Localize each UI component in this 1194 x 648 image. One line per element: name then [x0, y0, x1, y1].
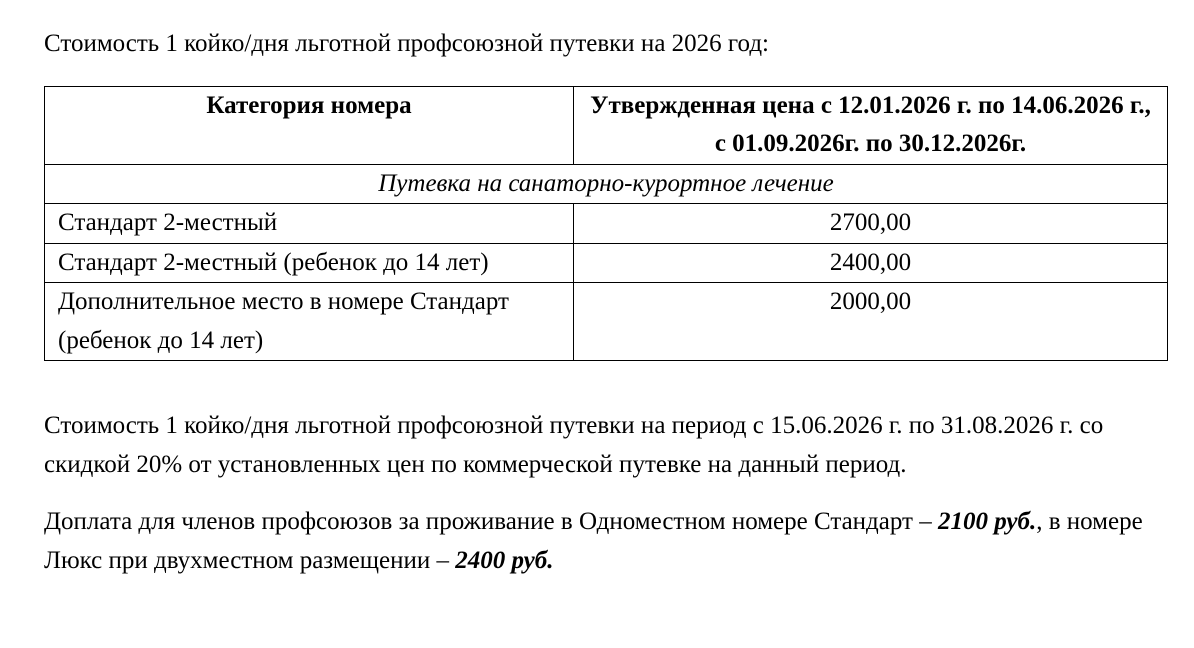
header-price: Утвержденная цена с 12.01.2026 г. по 14.06.2026 г., с 01.09.2026г. по 30.12.2026г. — [574, 86, 1168, 164]
row-category: Стандарт 2-местный — [45, 204, 574, 244]
table-row — [45, 204, 1168, 244]
table-header-row — [45, 86, 1168, 164]
surcharge-amount-single: 2100 руб. — [937, 508, 1037, 535]
table-row — [45, 243, 1168, 283]
surcharge-note — [44, 503, 1167, 580]
row-category: Дополнительное место в номере Стандарт (ребенок до 14 лет) — [45, 283, 574, 361]
row-price: 2400,00 — [574, 243, 1168, 283]
row-price: 2700,00 — [574, 204, 1168, 244]
price-table — [44, 86, 1168, 362]
header-category: Категория номера — [45, 86, 574, 164]
summer-discount-note: Стоимость 1 койко/дня льготной профсоюзной путевки на период с 15.06.2026 г. по 31.08.2026 г. со скидкой 20% от установленных цен по коммерческой путевке на данный период. — [44, 412, 1104, 478]
surcharge-amount-lux: 2400 руб. — [455, 546, 554, 574]
section-row — [45, 164, 1168, 204]
surcharge-text-2: , в номере Люкс при двухместном размещении – — [44, 508, 1143, 574]
intro-text: Стоимость 1 койко/дня льготной профсоюзной путевки на 2026 год: — [44, 30, 769, 57]
row-category: Стандарт 2-местный (ребенок до 14 лет) — [45, 243, 574, 283]
surcharge-text-1: Доплата для членов профсоюзов за проживание в Одноместном номере Стандарт – — [44, 508, 938, 535]
row-price: 2000,00 — [574, 283, 1168, 361]
document-page — [44, 25, 1167, 580]
table-row — [45, 283, 1168, 361]
section-title: Путевка на санаторно-курортное лечение — [45, 164, 1168, 204]
